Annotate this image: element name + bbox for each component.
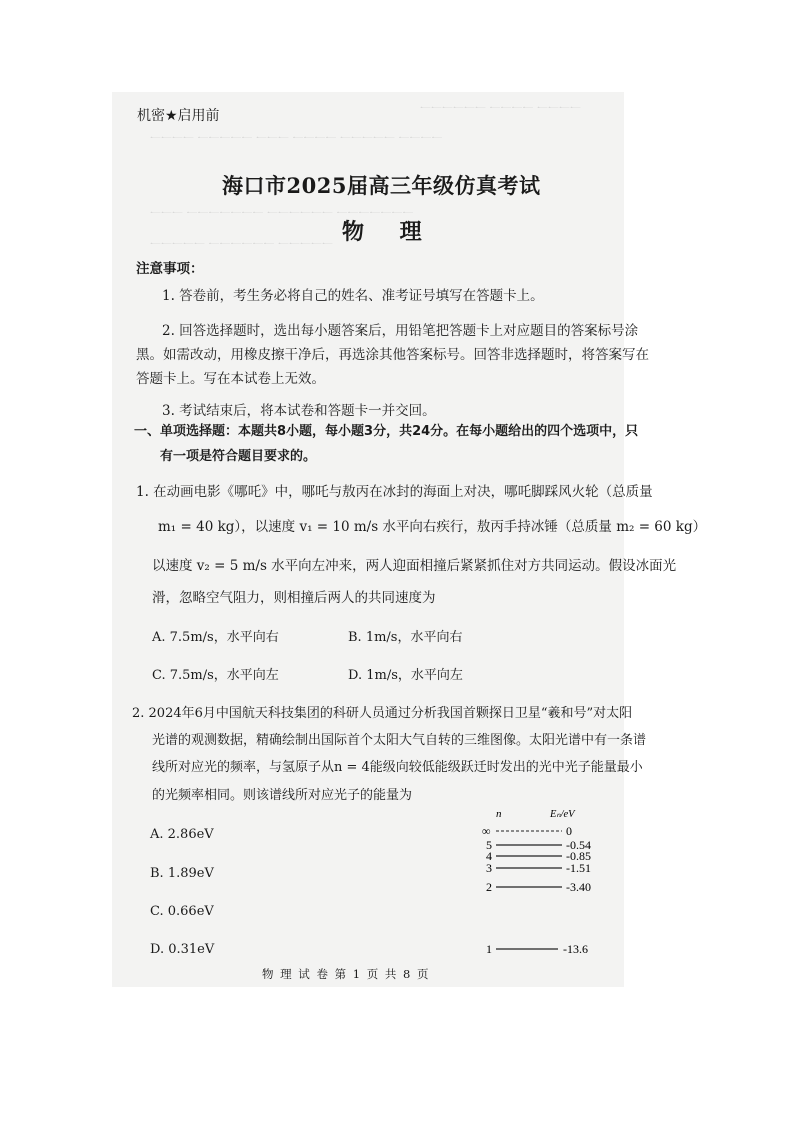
- page-footer: 物 理 试 卷 第 1 页 共 8 页: [262, 967, 431, 981]
- q2-option-a: A. 2.86eV: [150, 827, 214, 842]
- bleed-through: 一一一一 一一一一 一一一一一一: [420, 102, 581, 115]
- level-5-n: 5: [486, 838, 492, 852]
- subject-title: 物 理: [342, 219, 436, 245]
- bleed-through: 一一一一一 一一一一一一 一一一一一: [150, 238, 333, 251]
- notice-heading: 注意事项：: [136, 261, 204, 277]
- notice-item-3: 3. 考试结束后，将本试卷和答题卡一并交回。: [162, 403, 436, 419]
- level-1-e: -13.6: [563, 942, 588, 956]
- q2-line-3: 线所对应光的频率，与氢原子从n = 4能级向较低能级跃迁时发出的光中光子能量最小: [152, 760, 643, 775]
- q1-option-b: B. 1m/s，水平向右: [348, 630, 463, 645]
- section-1-heading-cont: 有一项是符合题目要求的。: [160, 449, 317, 464]
- confidential-label: 机密★启用前: [137, 108, 220, 124]
- level-1-n: 1: [486, 942, 492, 956]
- q2-option-c: C. 0.66eV: [150, 904, 214, 919]
- q1-line-4: 滑，忽略空气阻力，则相撞后两人的共同速度为: [152, 590, 436, 606]
- q1-line-3: 以速度 v₂ = 5 m/s 水平向左冲来，两人迎面相撞后紧紧抓住对方共同运动。假设冰面光: [152, 558, 677, 574]
- level-3-e: -1.51: [566, 861, 591, 875]
- q1-option-c: C. 7.5m/s，水平向左: [152, 668, 279, 683]
- q1-line-2: m₁ = 40 kg），以速度 v₁ = 10 m/s 水平向右疾行，敖丙手持冰锤（总质量 m₂ = 60 kg）: [158, 519, 707, 535]
- notice-item-2: 2. 回答选择题时，选出每小题答案后，用铅笔把答题卡上对应题目的答案标号涂: [162, 323, 639, 339]
- q2-line-2: 光谱的观测数据，精确绘制出国际首个太阳大气自转的三维图像。太阳光谱中有一条谱: [152, 733, 647, 748]
- section-1-heading: 一、单项选择题：本题共8小题，每小题3分，共24分。在每小题给出的四个选项中，只: [134, 424, 639, 439]
- level-3-n: 3: [486, 861, 492, 875]
- q1-line-1: 1. 在动画电影《哪吒》中，哪吒与敖丙在冰封的海面上对决，哪吒脚踩风火轮（总质量: [136, 484, 653, 500]
- q1-option-d: D. 1m/s，水平向左: [348, 668, 463, 683]
- level-4-e: -0.85: [566, 849, 591, 863]
- energy-level-diagram: [470, 808, 620, 958]
- diagram-energy-label: Eₙ/eV: [550, 809, 575, 820]
- notice-item-2-cont: 黑。如需改动，用橡皮擦干净后，再选涂其他答案标号。回答非选择题时，将答案写在: [136, 347, 649, 363]
- diagram-n-label: n: [496, 808, 502, 820]
- q2-option-d: D. 0.31eV: [150, 942, 215, 957]
- q2-line-4: 的光频率相同。则该谱线所对应光子的能量为: [152, 788, 413, 803]
- level-inf-e: 0: [566, 824, 572, 838]
- level-inf-n: ∞: [482, 824, 491, 838]
- bleed-through: 一一一一 一一一一一 一一一一 一一一 一一一一一 一一一一: [150, 132, 443, 145]
- level-4-n: 4: [486, 849, 492, 863]
- notice-item-1: 1. 答卷前，考生务必将自己的姓名、准考证号填写在答题卡上。: [162, 288, 544, 304]
- level-2-e: -3.40: [566, 880, 591, 894]
- q2-option-b: B. 1.89eV: [150, 866, 214, 881]
- q1-option-a: A. 7.5m/s，水平向右: [152, 630, 279, 645]
- q2-line-1: 2. 2024年6月中国航天科技集团的科研人员通过分析我国首颗探日卫星“羲和号”对太阳: [132, 706, 633, 721]
- level-2-n: 2: [486, 880, 492, 894]
- exam-title: 海口市2025届高三年级仿真考试: [222, 173, 541, 198]
- bleed-through: 一一一一一一一 一一一一一一 一一一一一一一 一一一: [150, 207, 414, 220]
- notice-item-2-cont2: 答题卡上。写在本试卷上无效。: [136, 371, 325, 387]
- level-5-e: -0.54: [566, 838, 591, 852]
